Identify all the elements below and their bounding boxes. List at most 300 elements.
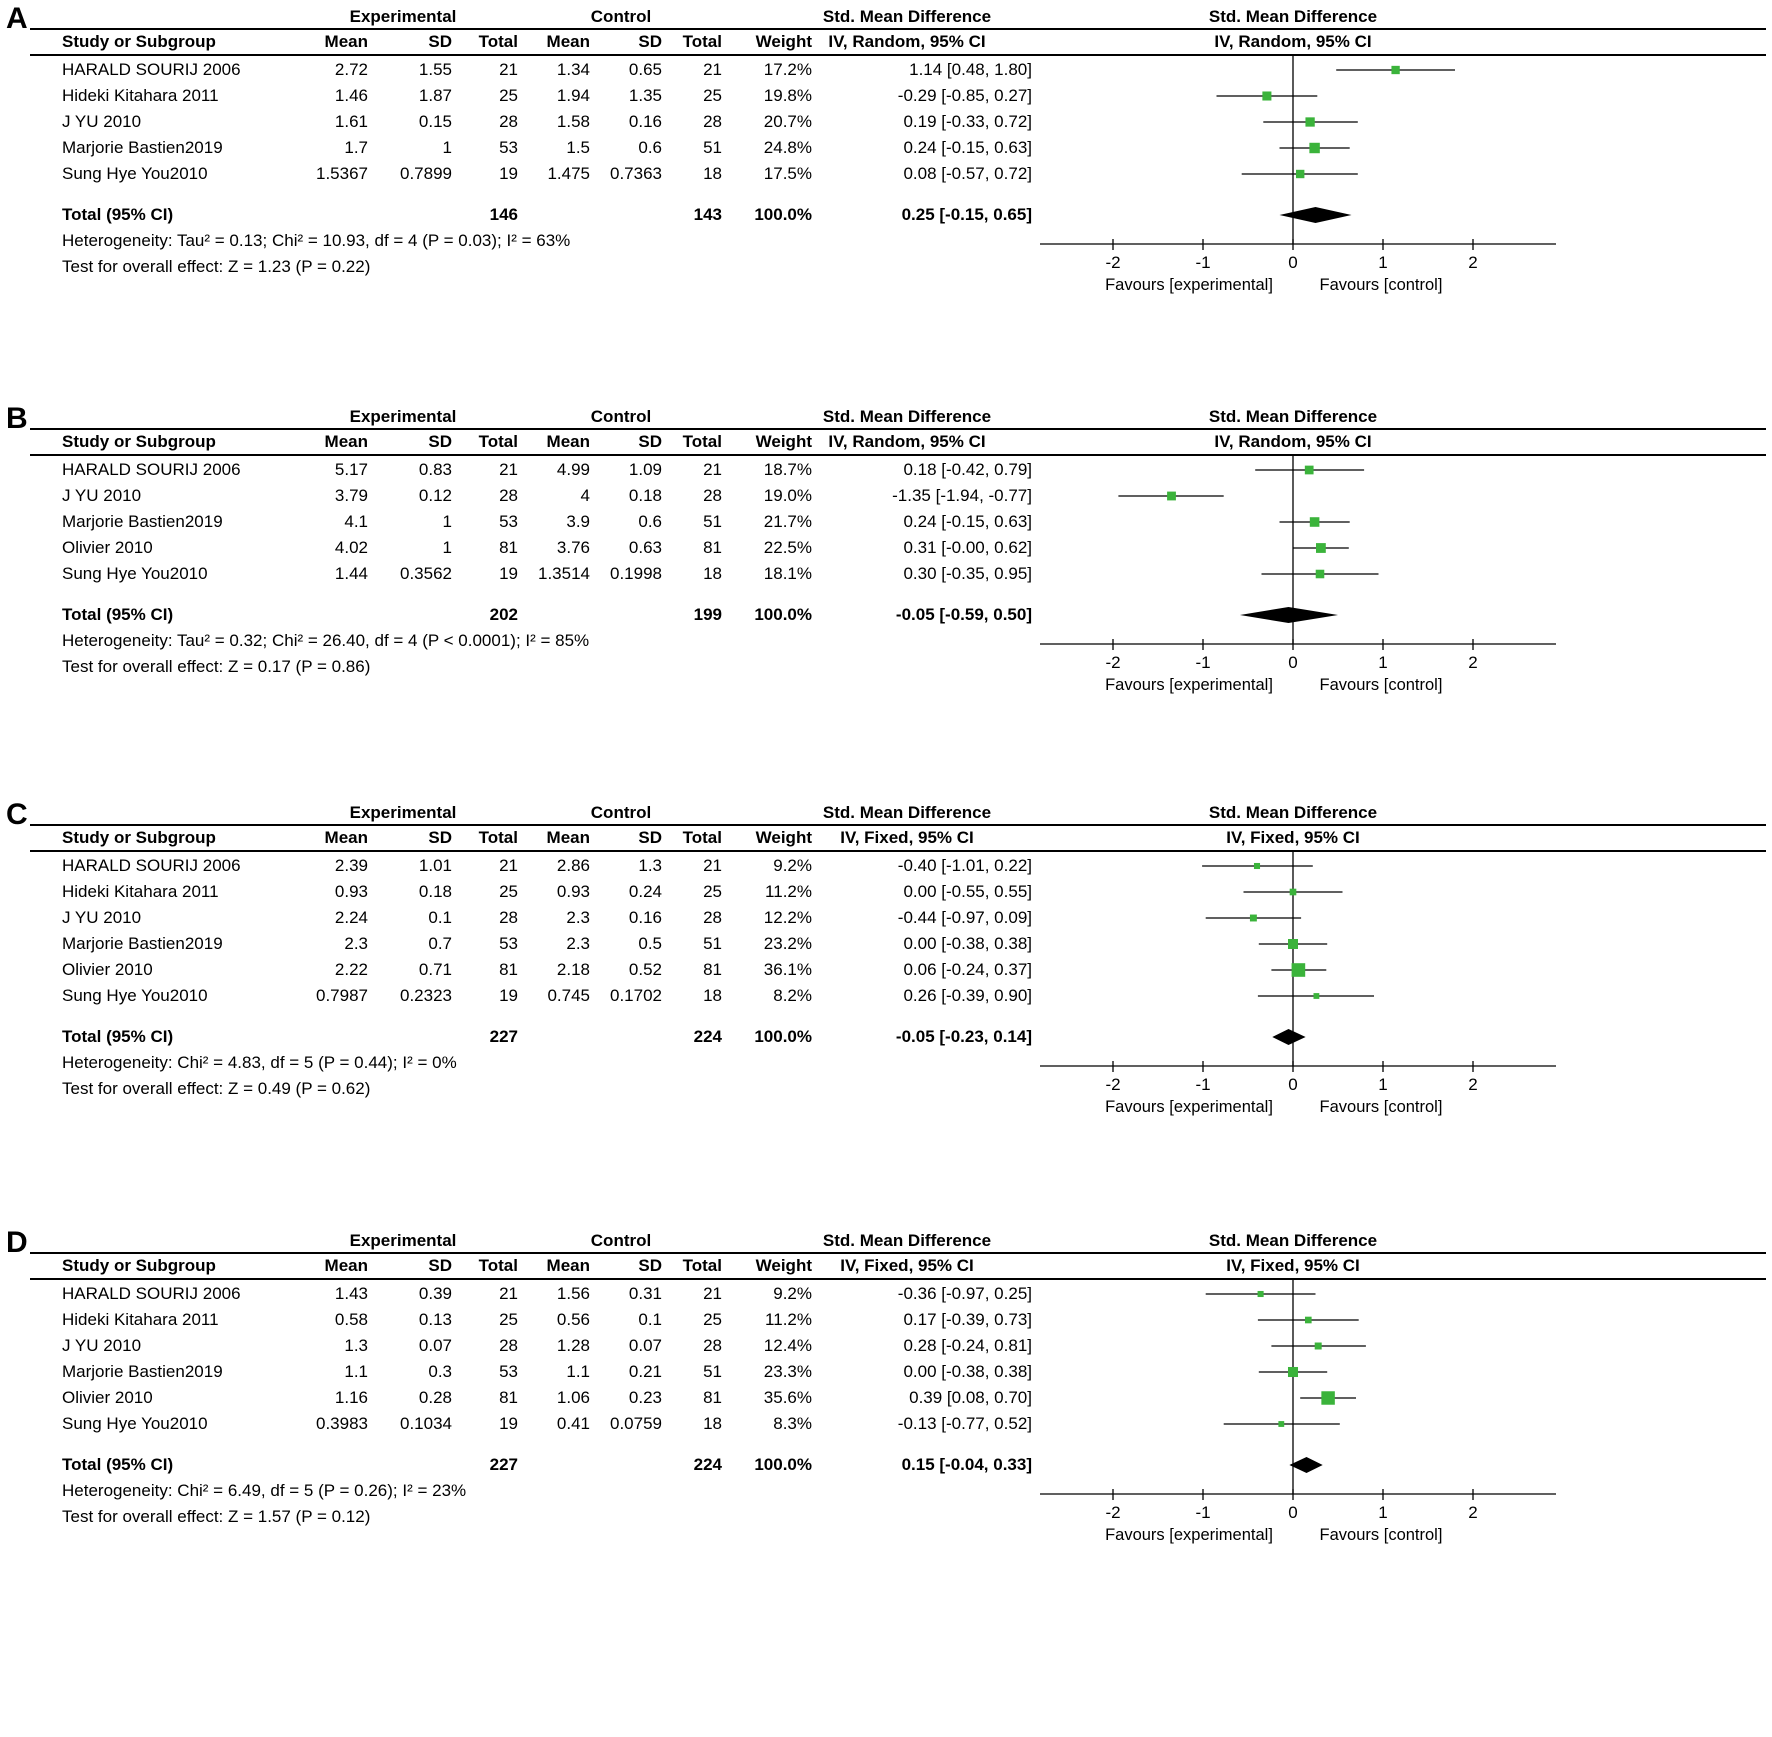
col-header-effect-table: IV, Fixed, 95% CI xyxy=(840,828,974,847)
study-ctl_total: 21 xyxy=(703,1284,722,1303)
study-ctl_mean: 4 xyxy=(580,486,590,505)
heterogeneity-text: Heterogeneity: Chi² = 6.49, df = 5 (P = 0.26); I² = 23% xyxy=(62,1481,467,1500)
study-name: HARALD SOURIJ 2006 xyxy=(62,460,241,479)
study-exp_mean: 1.16 xyxy=(334,1388,368,1407)
study-ctl_sd: 0.1998 xyxy=(610,564,662,583)
effect-square xyxy=(1288,1367,1298,1377)
study-exp_total: 53 xyxy=(499,1362,518,1381)
axis-tick-label: -1 xyxy=(1195,1075,1211,1094)
study-ci_text: -0.29 [-0.85, 0.27] xyxy=(897,86,1032,105)
total-exp-n: 227 xyxy=(489,1455,518,1474)
col-header-study: Study or Subgroup xyxy=(62,1256,216,1275)
study-ctl_total: 18 xyxy=(703,564,722,583)
study-weight: 11.2% xyxy=(765,1310,812,1329)
study-ctl_total: 28 xyxy=(703,112,722,131)
col-header-effect-plot: IV, Random, 95% CI xyxy=(1214,432,1372,451)
axis-tick-label: -2 xyxy=(1105,653,1121,672)
study-ctl_total: 51 xyxy=(703,512,722,531)
study-name: Olivier 2010 xyxy=(62,960,153,979)
study-ctl_mean: 1.475 xyxy=(547,164,590,183)
study-exp_total: 21 xyxy=(499,856,518,875)
study-weight: 20.7% xyxy=(763,112,812,131)
study-exp_mean: 1.7 xyxy=(344,138,368,157)
col-header-ctl_sd: SD xyxy=(638,828,662,847)
study-ctl_sd: 0.16 xyxy=(628,112,662,131)
study-name: Olivier 2010 xyxy=(62,538,153,557)
study-ctl_total: 81 xyxy=(703,960,722,979)
study-ctl_sd: 0.65 xyxy=(628,60,662,79)
effect-square xyxy=(1292,963,1306,977)
panel-label-C: C xyxy=(6,798,28,831)
study-exp_total: 28 xyxy=(499,486,518,505)
total-label: Total (95% CI) xyxy=(62,1027,174,1046)
effect-square xyxy=(1315,1343,1322,1350)
study-ci_text: -0.13 [-0.77, 0.52] xyxy=(897,1414,1032,1433)
effect-square xyxy=(1321,1391,1334,1404)
study-ctl_total: 25 xyxy=(703,882,722,901)
study-weight: 17.5% xyxy=(763,164,812,183)
study-weight: 36.1% xyxy=(763,960,812,979)
study-ctl_mean: 2.3 xyxy=(566,908,590,927)
total-ctl-n: 143 xyxy=(693,205,722,224)
pooled-diamond xyxy=(1289,1457,1322,1473)
study-exp_sd: 0.7899 xyxy=(400,164,452,183)
study-weight: 21.7% xyxy=(763,512,812,531)
study-exp_sd: 0.13 xyxy=(418,1310,452,1329)
effect-square xyxy=(1288,939,1298,949)
study-weight: 12.2% xyxy=(763,908,812,927)
study-weight: 9.2% xyxy=(773,1284,812,1303)
study-exp_mean: 1.43 xyxy=(334,1284,368,1303)
study-ctl_total: 81 xyxy=(703,538,722,557)
study-weight: 22.5% xyxy=(763,538,812,557)
study-ctl_mean: 2.86 xyxy=(556,856,590,875)
axis-tick-label: 0 xyxy=(1288,1075,1298,1094)
col-header-ctl_mean: Mean xyxy=(546,1256,590,1275)
forest-panel-D xyxy=(0,1228,1772,1552)
study-ctl_sd: 0.63 xyxy=(628,538,662,557)
study-exp_total: 19 xyxy=(499,1414,518,1433)
axis-tick-label: 1 xyxy=(1378,253,1388,272)
study-weight: 9.2% xyxy=(773,856,812,875)
study-exp_sd: 0.18 xyxy=(418,882,452,901)
study-weight: 17.2% xyxy=(763,60,812,79)
study-ctl_total: 18 xyxy=(703,1414,722,1433)
study-ctl_total: 28 xyxy=(703,908,722,927)
study-weight: 12.4% xyxy=(763,1336,812,1355)
study-name: HARALD SOURIJ 2006 xyxy=(62,1284,241,1303)
forest-panel-C xyxy=(0,800,1772,1124)
col-group-smd-table: Std. Mean Difference xyxy=(822,7,992,26)
axis-tick-label: -2 xyxy=(1105,1503,1121,1522)
study-exp_sd: 0.7 xyxy=(428,934,452,953)
effect-square xyxy=(1290,889,1297,896)
col-header-ctl_total: Total xyxy=(682,32,722,51)
col-header-effect-table: IV, Random, 95% CI xyxy=(828,432,986,451)
study-ctl_mean: 3.9 xyxy=(566,512,590,531)
col-group-control: Control xyxy=(590,803,652,822)
col-header-exp_sd: SD xyxy=(428,1256,452,1275)
study-ci_text: 0.24 [-0.15, 0.63] xyxy=(903,138,1032,157)
total-ctl-n: 224 xyxy=(693,1027,722,1046)
col-header-effect-plot: IV, Fixed, 95% CI xyxy=(1226,828,1360,847)
total-exp-n: 146 xyxy=(489,205,518,224)
effect-square xyxy=(1296,170,1304,178)
study-name: Marjorie Bastien2019 xyxy=(62,1362,223,1381)
col-header-effect-table: IV, Random, 95% CI xyxy=(828,32,986,51)
col-header-exp_total: Total xyxy=(478,1256,518,1275)
study-ctl_sd: 0.18 xyxy=(628,486,662,505)
col-header-exp_mean: Mean xyxy=(324,32,368,51)
study-exp_sd: 1 xyxy=(442,138,452,157)
study-ctl_mean: 1.06 xyxy=(556,1388,590,1407)
panel-label-B: B xyxy=(6,402,28,435)
col-header-exp_total: Total xyxy=(478,32,518,51)
study-ctl_sd: 0.07 xyxy=(628,1336,662,1355)
col-header-ctl_mean: Mean xyxy=(546,32,590,51)
overall-effect-text: Test for overall effect: Z = 0.49 (P = 0.62) xyxy=(62,1079,371,1098)
study-ctl_mean: 1.1 xyxy=(566,1362,590,1381)
col-header-effect-plot: IV, Random, 95% CI xyxy=(1214,32,1372,51)
favours-left-label: Favours [experimental] xyxy=(1105,1526,1273,1544)
study-ctl_mean: 1.28 xyxy=(556,1336,590,1355)
study-exp_total: 81 xyxy=(499,960,518,979)
col-group-experimental: Experimental xyxy=(349,803,457,822)
study-ctl_sd: 0.1702 xyxy=(610,986,662,1005)
axis-tick-label: 2 xyxy=(1468,1075,1478,1094)
study-ctl_sd: 0.23 xyxy=(628,1388,662,1407)
study-exp_sd: 0.1 xyxy=(428,908,452,927)
study-ctl_sd: 0.52 xyxy=(628,960,662,979)
study-exp_sd: 1 xyxy=(442,538,452,557)
study-ci_text: 0.26 [-0.39, 0.90] xyxy=(903,986,1032,1005)
study-name: Marjorie Bastien2019 xyxy=(62,138,223,157)
col-header-exp_total: Total xyxy=(478,432,518,451)
col-header-exp_sd: SD xyxy=(428,32,452,51)
favours-right-label: Favours [control] xyxy=(1319,676,1443,694)
study-ci_text: -1.35 [-1.94, -0.77] xyxy=(892,486,1032,505)
study-ctl_mean: 1.94 xyxy=(556,86,590,105)
overall-effect-text: Test for overall effect: Z = 0.17 (P = 0.86) xyxy=(62,657,371,676)
study-ctl_mean: 0.745 xyxy=(547,986,590,1005)
study-ctl_sd: 0.0759 xyxy=(610,1414,662,1433)
effect-square xyxy=(1314,993,1320,999)
favours-right-label: Favours [control] xyxy=(1319,1098,1443,1116)
total-weight: 100.0% xyxy=(754,605,812,624)
study-ci_text: 0.00 [-0.38, 0.38] xyxy=(903,934,1032,953)
study-ctl_sd: 1.09 xyxy=(628,460,662,479)
study-exp_mean: 0.3983 xyxy=(316,1414,368,1433)
study-exp_sd: 0.12 xyxy=(418,486,452,505)
study-ci_text: 0.08 [-0.57, 0.72] xyxy=(903,164,1032,183)
col-group-smd-plot: Std. Mean Difference xyxy=(1208,1231,1378,1250)
col-group-control: Control xyxy=(590,407,652,426)
study-name: Sung Hye You2010 xyxy=(62,564,208,583)
study-exp_sd: 0.07 xyxy=(418,1336,452,1355)
col-group-smd-table: Std. Mean Difference xyxy=(822,1231,992,1250)
study-ci_text: 0.18 [-0.42, 0.79] xyxy=(903,460,1032,479)
study-name: Marjorie Bastien2019 xyxy=(62,934,223,953)
table-rule xyxy=(30,1278,1766,1280)
col-group-smd-table: Std. Mean Difference xyxy=(822,407,992,426)
study-exp_mean: 5.17 xyxy=(334,460,368,479)
heterogeneity-text: Heterogeneity: Chi² = 4.83, df = 5 (P = 0.44); I² = 0% xyxy=(62,1053,457,1072)
study-ci_text: 1.14 [0.48, 1.80] xyxy=(909,60,1032,79)
total-ci: 0.15 [-0.04, 0.33] xyxy=(901,1455,1032,1474)
study-name: Hideki Kitahara 2011 xyxy=(62,86,219,105)
effect-square xyxy=(1391,66,1399,74)
study-weight: 18.1% xyxy=(763,564,812,583)
axis-tick-label: 2 xyxy=(1468,253,1478,272)
total-label: Total (95% CI) xyxy=(62,205,174,224)
study-exp_total: 21 xyxy=(499,60,518,79)
total-label: Total (95% CI) xyxy=(62,1455,174,1474)
study-ci_text: 0.06 [-0.24, 0.37] xyxy=(903,960,1032,979)
study-exp_mean: 2.22 xyxy=(334,960,368,979)
study-exp_sd: 0.1034 xyxy=(400,1414,452,1433)
study-ctl_total: 21 xyxy=(703,460,722,479)
col-header-ctl_sd: SD xyxy=(638,1256,662,1275)
study-ctl_mean: 1.34 xyxy=(556,60,590,79)
forest-panel-A xyxy=(0,4,1772,302)
col-header-ctl_total: Total xyxy=(682,1256,722,1275)
study-exp_sd: 0.28 xyxy=(418,1388,452,1407)
study-name: J YU 2010 xyxy=(62,908,142,927)
study-exp_mean: 1.61 xyxy=(334,112,368,131)
study-exp_total: 19 xyxy=(499,564,518,583)
col-header-ctl_mean: Mean xyxy=(546,432,590,451)
study-exp_mean: 1.3 xyxy=(344,1336,368,1355)
effect-square xyxy=(1305,1317,1312,1324)
study-ctl_total: 25 xyxy=(703,86,722,105)
study-exp_mean: 1.5367 xyxy=(316,164,368,183)
study-name: J YU 2010 xyxy=(62,112,142,131)
col-header-weight: Weight xyxy=(755,1256,812,1275)
study-exp_total: 25 xyxy=(499,1310,518,1329)
col-header-exp_mean: Mean xyxy=(324,1256,368,1275)
study-ctl_sd: 0.5 xyxy=(638,934,662,953)
study-exp_total: 53 xyxy=(499,138,518,157)
study-ctl_sd: 0.24 xyxy=(628,882,662,901)
study-name: Hideki Kitahara 2011 xyxy=(62,1310,219,1329)
pooled-diamond xyxy=(1280,207,1352,223)
study-exp_total: 19 xyxy=(499,164,518,183)
study-ctl_mean: 1.3514 xyxy=(538,564,590,583)
study-ctl_total: 51 xyxy=(703,138,722,157)
favours-left-label: Favours [experimental] xyxy=(1105,276,1273,294)
study-ci_text: 0.00 [-0.55, 0.55] xyxy=(903,882,1032,901)
axis-tick-label: -1 xyxy=(1195,253,1211,272)
study-ci_text: 0.00 [-0.38, 0.38] xyxy=(903,1362,1032,1381)
study-ctl_mean: 1.58 xyxy=(556,112,590,131)
col-header-ctl_total: Total xyxy=(682,432,722,451)
effect-square xyxy=(1250,915,1257,922)
total-label: Total (95% CI) xyxy=(62,605,174,624)
study-exp_total: 25 xyxy=(499,882,518,901)
col-header-exp_sd: SD xyxy=(428,828,452,847)
total-weight: 100.0% xyxy=(754,1455,812,1474)
axis-tick-label: 2 xyxy=(1468,653,1478,672)
col-header-weight: Weight xyxy=(755,432,812,451)
total-exp-n: 227 xyxy=(489,1027,518,1046)
table-rule xyxy=(30,850,1766,852)
effect-square xyxy=(1305,466,1314,475)
total-ci: 0.25 [-0.15, 0.65] xyxy=(901,205,1032,224)
study-exp_total: 25 xyxy=(499,86,518,105)
col-header-weight: Weight xyxy=(755,828,812,847)
study-exp_total: 81 xyxy=(499,538,518,557)
study-weight: 24.8% xyxy=(763,138,812,157)
col-group-control: Control xyxy=(590,1231,652,1250)
col-group-control: Control xyxy=(590,7,652,26)
study-ci_text: 0.24 [-0.15, 0.63] xyxy=(903,512,1032,531)
study-exp_mean: 3.79 xyxy=(334,486,368,505)
axis-tick-label: -1 xyxy=(1195,1503,1211,1522)
study-exp_sd: 0.39 xyxy=(418,1284,452,1303)
study-ctl_sd: 1.35 xyxy=(628,86,662,105)
favours-right-label: Favours [control] xyxy=(1319,276,1443,294)
study-weight: 8.2% xyxy=(773,986,812,1005)
col-group-smd-plot: Std. Mean Difference xyxy=(1208,7,1378,26)
study-ctl_total: 21 xyxy=(703,856,722,875)
study-ctl_mean: 1.56 xyxy=(556,1284,590,1303)
study-exp_sd: 0.3 xyxy=(428,1362,452,1381)
study-ctl_mean: 2.3 xyxy=(566,934,590,953)
study-ctl_sd: 0.1 xyxy=(638,1310,662,1329)
study-ctl_total: 81 xyxy=(703,1388,722,1407)
study-ctl_total: 18 xyxy=(703,164,722,183)
col-header-study: Study or Subgroup xyxy=(62,432,216,451)
col-header-exp_sd: SD xyxy=(428,432,452,451)
effect-square xyxy=(1316,570,1325,579)
study-ctl_mean: 0.93 xyxy=(556,882,590,901)
study-exp_mean: 4.02 xyxy=(334,538,368,557)
favours-left-label: Favours [experimental] xyxy=(1105,676,1273,694)
axis-tick-label: -1 xyxy=(1195,653,1211,672)
axis-tick-label: 2 xyxy=(1468,1503,1478,1522)
table-rule xyxy=(30,54,1766,56)
effect-square xyxy=(1167,492,1176,501)
study-exp_sd: 0.2323 xyxy=(400,986,452,1005)
study-name: Sung Hye You2010 xyxy=(62,986,208,1005)
axis-tick-label: 0 xyxy=(1288,253,1298,272)
study-ctl_sd: 0.6 xyxy=(638,138,662,157)
study-ctl_sd: 0.6 xyxy=(638,512,662,531)
study-exp_total: 19 xyxy=(499,986,518,1005)
study-exp_sd: 0.3562 xyxy=(400,564,452,583)
study-ctl_mean: 0.41 xyxy=(556,1414,590,1433)
study-exp_sd: 1.55 xyxy=(418,60,452,79)
axis-tick-label: 1 xyxy=(1378,1075,1388,1094)
study-exp_total: 28 xyxy=(499,908,518,927)
study-ci_text: 0.28 [-0.24, 0.81] xyxy=(903,1336,1032,1355)
study-exp_mean: 2.24 xyxy=(334,908,368,927)
total-ci: -0.05 [-0.23, 0.14] xyxy=(895,1027,1032,1046)
effect-square xyxy=(1316,543,1326,553)
effect-square xyxy=(1262,91,1271,100)
study-name: HARALD SOURIJ 2006 xyxy=(62,856,241,875)
effect-square xyxy=(1305,117,1314,126)
study-exp_total: 53 xyxy=(499,512,518,531)
study-ctl_sd: 0.7363 xyxy=(610,164,662,183)
col-header-effect-plot: IV, Fixed, 95% CI xyxy=(1226,1256,1360,1275)
axis-tick-label: -2 xyxy=(1105,1075,1121,1094)
study-ctl_mean: 4.99 xyxy=(556,460,590,479)
study-ci_text: -0.36 [-0.97, 0.25] xyxy=(897,1284,1032,1303)
col-header-ctl_sd: SD xyxy=(638,32,662,51)
col-group-smd-plot: Std. Mean Difference xyxy=(1208,407,1378,426)
study-exp_total: 81 xyxy=(499,1388,518,1407)
study-ctl_mean: 0.56 xyxy=(556,1310,590,1329)
panel-label-D: D xyxy=(6,1226,28,1259)
study-exp_mean: 2.72 xyxy=(334,60,368,79)
study-ctl_total: 51 xyxy=(703,934,722,953)
axis-tick-label: 0 xyxy=(1288,653,1298,672)
study-ctl_total: 25 xyxy=(703,1310,722,1329)
study-name: Sung Hye You2010 xyxy=(62,164,208,183)
study-ci_text: -0.44 [-0.97, 0.09] xyxy=(897,908,1032,927)
col-group-experimental: Experimental xyxy=(349,7,457,26)
study-ctl_total: 28 xyxy=(703,1336,722,1355)
study-exp_mean: 1.44 xyxy=(334,564,368,583)
study-ctl_sd: 0.16 xyxy=(628,908,662,927)
effect-square xyxy=(1309,143,1319,153)
study-weight: 19.8% xyxy=(763,86,812,105)
study-ci_text: 0.31 [-0.00, 0.62] xyxy=(903,538,1032,557)
study-name: Hideki Kitahara 2011 xyxy=(62,882,219,901)
heterogeneity-text: Heterogeneity: Tau² = 0.13; Chi² = 10.93, df = 4 (P = 0.03); I² = 63% xyxy=(62,231,571,250)
col-group-smd-plot: Std. Mean Difference xyxy=(1208,803,1378,822)
study-name: HARALD SOURIJ 2006 xyxy=(62,60,241,79)
study-weight: 19.0% xyxy=(763,486,812,505)
study-exp_total: 21 xyxy=(499,1284,518,1303)
study-ctl_total: 21 xyxy=(703,60,722,79)
study-ctl_total: 28 xyxy=(703,486,722,505)
col-group-experimental: Experimental xyxy=(349,407,457,426)
heterogeneity-text: Heterogeneity: Tau² = 0.32; Chi² = 26.40, df = 4 (P < 0.0001); I² = 85% xyxy=(62,631,590,650)
axis-tick-label: 1 xyxy=(1378,1503,1388,1522)
study-exp_total: 53 xyxy=(499,934,518,953)
total-ctl-n: 199 xyxy=(693,605,722,624)
total-weight: 100.0% xyxy=(754,205,812,224)
total-weight: 100.0% xyxy=(754,1027,812,1046)
study-weight: 23.3% xyxy=(763,1362,812,1381)
col-group-experimental: Experimental xyxy=(349,1231,457,1250)
study-exp_sd: 1.87 xyxy=(418,86,452,105)
axis-tick-label: 0 xyxy=(1288,1503,1298,1522)
study-ctl_sd: 0.21 xyxy=(628,1362,662,1381)
study-ctl_mean: 1.5 xyxy=(566,138,590,157)
total-ctl-n: 224 xyxy=(693,1455,722,1474)
favours-right-label: Favours [control] xyxy=(1319,1526,1443,1544)
effect-square xyxy=(1278,1421,1284,1427)
study-exp_total: 28 xyxy=(499,112,518,131)
study-name: J YU 2010 xyxy=(62,486,142,505)
col-header-exp_total: Total xyxy=(478,828,518,847)
study-ctl_sd: 0.31 xyxy=(628,1284,662,1303)
overall-effect-text: Test for overall effect: Z = 1.57 (P = 0.12) xyxy=(62,1507,371,1526)
col-header-weight: Weight xyxy=(755,32,812,51)
col-group-smd-table: Std. Mean Difference xyxy=(822,803,992,822)
total-exp-n: 202 xyxy=(489,605,518,624)
col-header-ctl_sd: SD xyxy=(638,432,662,451)
pooled-diamond xyxy=(1272,1029,1305,1045)
study-ctl_sd: 1.3 xyxy=(638,856,662,875)
study-exp_sd: 0.71 xyxy=(418,960,452,979)
study-ctl_mean: 2.18 xyxy=(556,960,590,979)
study-exp_mean: 1.46 xyxy=(334,86,368,105)
forest-panel-B xyxy=(0,404,1772,702)
